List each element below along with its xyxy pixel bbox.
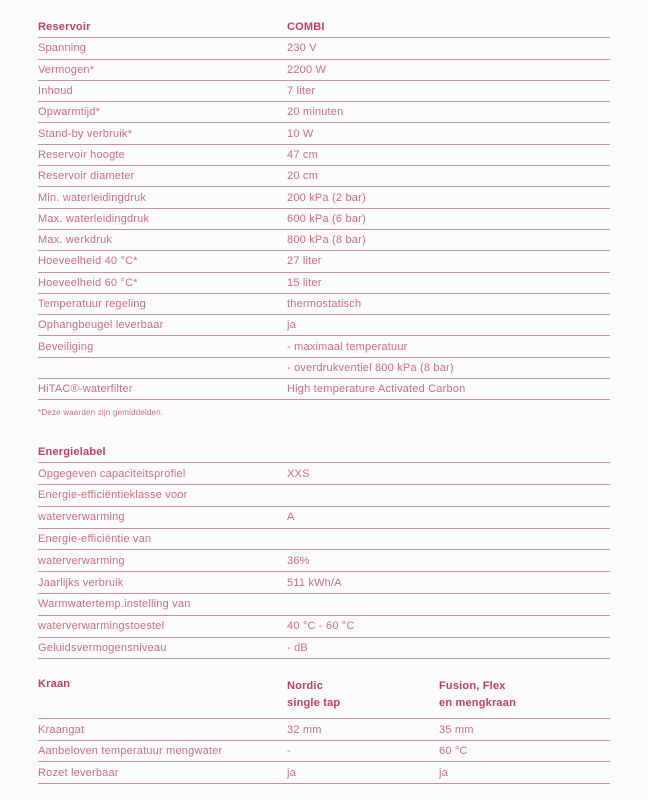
footnote: *Deze waarden zijn gemiddelden. [38,408,164,418]
table-row [38,187,610,208]
spec-value: - overdrukventiel 800 kPa (8 bar) [287,361,454,374]
table-row [38,38,610,59]
spec-label: Ophangbeugel leverbaar [38,319,164,332]
table-row [38,230,610,251]
table-row [38,616,610,638]
spec-value: 10 W [287,127,314,140]
spec-label: HiTAC®-waterfilter [38,383,133,396]
section-heading-kraan: Kraan [38,678,71,691]
kraan-header-row [38,678,610,719]
spec-value: 600 kPa (6 bar) [287,212,366,225]
spec-value: 36% [287,554,310,567]
spec-value: 511 kWh/A [287,576,342,589]
spec-label: Vermogen* [38,63,95,76]
spec-label: Aanbeloven temperatuur mengwater [38,745,223,758]
spec-value: 20 cm [287,170,318,183]
reservoir-table [38,17,610,400]
spec-value: 2200 W [287,63,327,76]
spec-value: - dB [287,641,308,654]
table-row [38,572,610,594]
table-row [38,123,610,144]
table-row [38,251,610,272]
spec-value-nordic: ja [287,766,296,779]
table-row [38,529,610,551]
spec-label: Opwarmtijd* [38,106,101,119]
table-row [38,60,610,81]
spec-value: XXS [287,467,310,480]
spec-value: A [287,511,295,524]
table-row [38,273,610,294]
spec-value-nordic: 32 mm [287,723,322,736]
kraan-rows [38,719,610,784]
spec-label: Reservoir hoogte [38,148,125,161]
spec-label: Rozet leverbaar [38,766,119,779]
spec-label: Temperatuur regeling [38,298,146,310]
table-row [38,594,610,616]
table-row [38,209,610,230]
spec-label: Stand-by verbruik* [38,127,133,140]
table-row [38,145,610,166]
spec-value: - maximaal temperatuur [287,340,408,353]
table-row [38,81,610,102]
spec-label: Warmwatertemp.instelling van [38,598,191,611]
spec-value: High temperature Activated Carbon [287,383,466,396]
spec-label: Inhoud [38,85,73,98]
spec-label: Jaarlijks verbruik [38,576,124,589]
column-header-fusion-line2: en mengkraan [439,697,516,710]
spec-label: Max. waterleidingdruk [38,212,150,225]
spec-value-fusion: 60 °C [439,745,468,758]
spec-label: Opgegeven capaciteitsprofiel [38,467,186,480]
column-header-fusion [439,678,610,712]
kraan-table [38,678,610,784]
spec-value: 47 cm [287,148,318,161]
spec-label: Hoeveelheid 40 °C* [38,255,138,268]
spec-value: 40 °C - 60 °C [287,620,355,633]
spec-value: 7 liter [287,85,316,98]
column-header-nordic-line2: single tap [287,697,341,710]
spec-label: Energie-efficiëntieklasse voor [38,489,188,502]
spec-label: waterverwarming [38,511,125,524]
spec-value: ja [287,319,296,332]
energielabel-header-row [38,441,610,463]
spec-label: Min. waterleidingdruk [38,191,147,204]
spec-value: 800 kPa (8 bar) [287,234,366,247]
table-row [38,762,610,784]
table-row [38,485,610,507]
table-row [38,294,610,315]
spec-label: Max. werkdruk [38,234,113,247]
spec-value: 200 kPa (2 bar) [287,191,366,204]
column-header-nordic-line1: Nordic [287,680,324,693]
table-row [38,315,610,336]
spec-label: waterverwarming [38,554,125,567]
spec-label: Geluidsvermogensniveau [38,641,167,654]
spec-label: Energie-efficiëntie van [38,532,152,545]
spec-label: Kraangat [38,723,85,736]
spec-label: Spanning [38,42,87,55]
spec-value-nordic: - [287,745,291,758]
spec-value: 230 V [287,42,317,55]
table-row [38,463,610,485]
table-row [38,102,610,123]
column-header-nordic [287,678,439,712]
table-row [38,358,610,379]
table-row [38,166,610,187]
energielabel-rows [38,463,610,659]
spec-value: 15 liter [287,276,322,289]
table-row [38,507,610,529]
energielabel-table [38,441,610,659]
spec-label: waterverwarmingstoestel [38,620,165,633]
section-heading-reservoir: Reservoir [38,21,91,34]
spec-label: Hoeveelheid 60 °C* [38,276,138,289]
spec-value: 27 liter [287,255,322,268]
column-header-fusion-line1: Fusion, Flex [439,680,506,693]
spec-label: Reservoir diameter [38,170,135,183]
reservoir-header-row [38,17,610,38]
column-header-combi: COMBI [287,21,325,34]
spec-label: Beveiliging [38,340,94,353]
spec-value-fusion: ja [439,766,448,779]
spec-sheet-content [38,17,610,784]
spec-value: 20 minuten [287,106,344,119]
section-heading-energielabel: Energielabel [38,445,106,458]
spec-value: thermostatisch [287,298,362,310]
reservoir-rows [38,38,610,400]
table-row [38,741,610,763]
table-row [38,379,610,400]
table-row [38,550,610,572]
table-row [38,719,610,741]
table-row [38,638,610,660]
spec-value-fusion: 35 mm [439,723,474,736]
table-row [38,336,610,357]
